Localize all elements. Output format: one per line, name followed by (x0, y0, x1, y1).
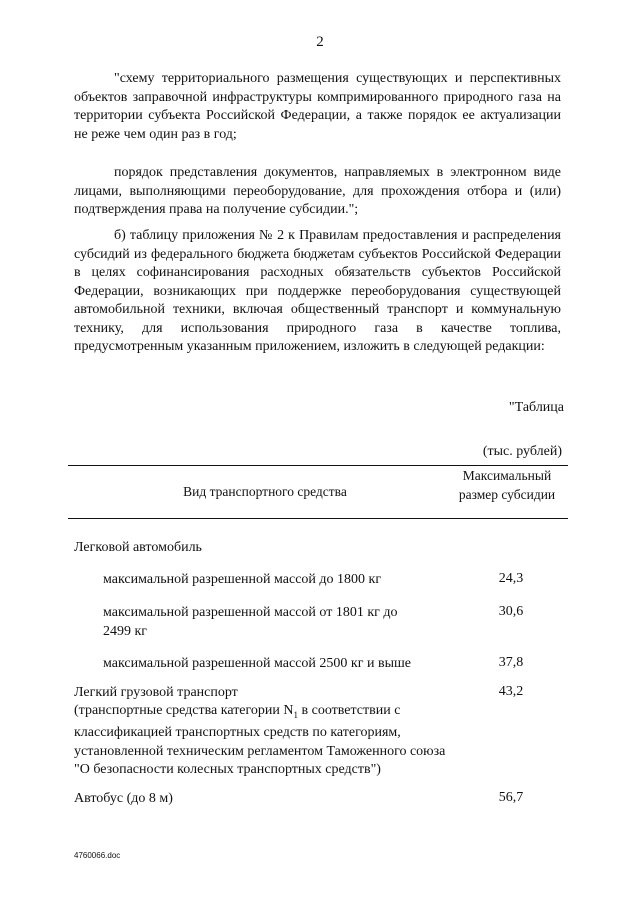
paragraph-scheme: "схему территориального размещения существующих и перспективных объектов заправочной инфраструктуры компримированного природного газа на территории субъекта Российской Федерации, а также порядок ее актуализации не реже чем один раз в год; (74, 71, 561, 142)
paragraph-table-amendment: б) таблицу приложения № 2 к Правилам предоставления и распределения субсидий из федерального бюджета бюджетам субъектов Российской Федерации в целях софинансирования расходных обязательств субъектов Российской Федерации, возникающих при поддержке переоборудования существующей автомобильной техники, включая общественный транспорт и коммунальную технику, для использования природного газа в качестве топлива, предусмотренным указанным приложением, изложить в следующей редакции: (74, 228, 561, 354)
row-mass-up-to-1800: максимальной разрешенной массой до 1800 кг (103, 572, 382, 587)
paragraph-documents: порядок представления документов, направляемых в электронном виде лицами, выполняющими переоборудование, для прохождения отбора и (или) подтверждения права на получение субсидии."; (74, 165, 561, 217)
header-max-subsidy: Максимальный размер субсидии (458, 468, 556, 502)
footer-document-code: 4760066.doc (74, 851, 121, 860)
page-number: 2 (316, 34, 324, 50)
row-passenger-car: Легковой автомобиль (74, 540, 202, 555)
table-caption: "Таблица (508, 400, 564, 415)
value-mass-1801-2499: 30,6 (498, 604, 524, 619)
value-light-truck: 43,2 (498, 684, 524, 699)
note-rest: в соответствии с классификацией транспортных средств по категориям, установленной техническим регламентом Таможенного союза "О безопасности колесных транспортных средств") (74, 703, 446, 778)
value-bus: 56,7 (498, 790, 524, 805)
value-mass-up-to-1800: 24,3 (498, 571, 524, 586)
category-subscript: 1 (293, 709, 299, 720)
row-mass-2500-plus: максимальной разрешенной массой 2500 кг и выше (103, 656, 411, 671)
row-light-truck-note (74, 702, 454, 780)
row-bus: Автобус (до 8 м) (74, 791, 173, 806)
table-header-rule (68, 518, 568, 519)
value-mass-2500-plus: 37,8 (498, 655, 524, 670)
header-vehicle-type: Вид транспортного средства (183, 484, 347, 499)
note-prefix: (транспортные средства категории N (74, 703, 294, 718)
row-light-truck: Легкий грузовой транспорт (74, 685, 238, 700)
row-mass-1801-2499: максимальной разрешенной массой от 1801 кг до 2499 кг (103, 605, 398, 639)
table-units: (тыс. рублей) (482, 444, 562, 459)
